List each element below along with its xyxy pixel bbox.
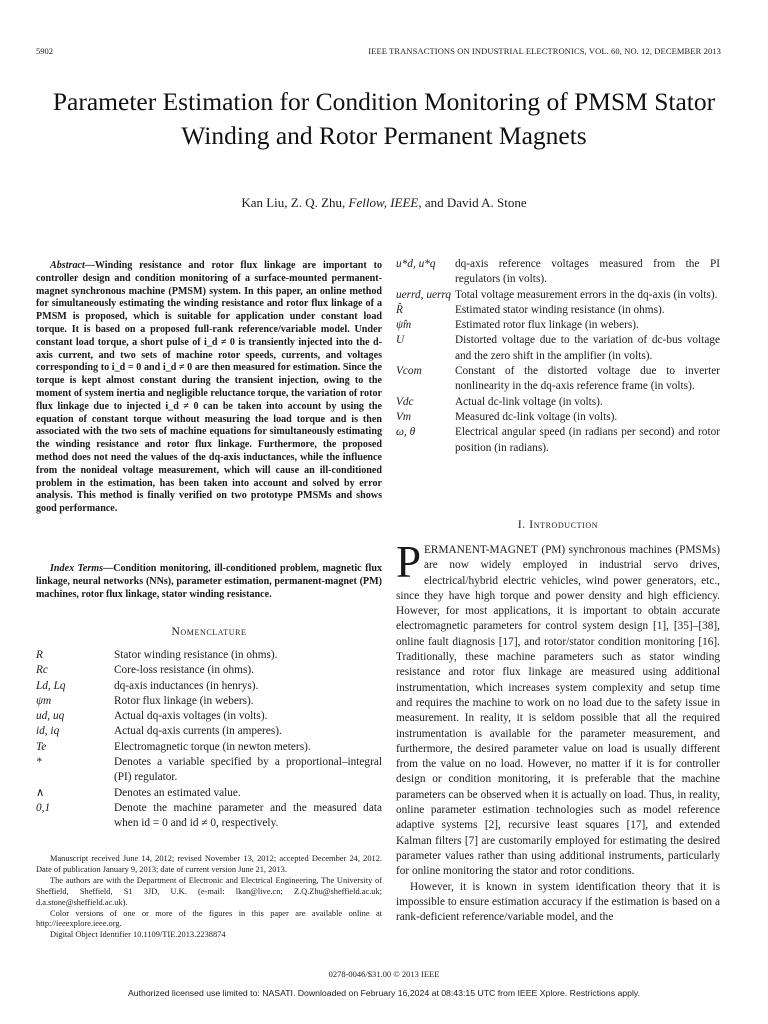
nomenclature-definition: Denotes an estimated value. bbox=[114, 786, 241, 799]
abstract-text: —Winding resistance and rotor flux linkage are important to controller design and condition monitoring of a surface-mounted permanent-magnet synchronous machine (PMSM) system. In this paper, an online method for simultaneously estimating the winding resistance and rotor flux linkage of a PMSM is proposed, which is suitable for application under constant load torque. It is based on a proposed full-rank reference/variable model. Under constant load torque, a short pulse of i_d ≠ 0 is transiently injected into the d-axis current, and two sets of machine rotor speeds, currents, and voltages corresponding to i_d = 0 and i_d ≠ 0 are then measured for estimation. Since the torque is kept almost constant during the transient injection, owing to the moment of system inertia and negligible reluctance torque, the variation of rotor flux linkage due to injected i_d ≠ 0 can be taken into account by using the equation of constant torque without measuring the load torque and is then associated with the two sets of machine equations for simultaneously estimating the winding resistance and rotor flux linkage. Furthermore, the proposed method does not need the values of the dq-axis inductances, while the influence from the nonideal voltage measurement, which will cause an ill-conditioned problem in the estimation, has been taken into account and solved by error analysis. This method is finally verified on two prototype PMSMs and shows good performance. bbox=[36, 260, 382, 515]
nomenclature-list-right bbox=[396, 257, 720, 456]
nomenclature-definition: Actual dq-axis voltages (in volts). bbox=[114, 710, 268, 723]
license-notice: Authorized licensed use limited to: NASATI. Downloaded on February 16,2024 at 08:43:15 UTC from IEEE Xplore. Restrictions apply. bbox=[127, 988, 640, 998]
nomenclature-row bbox=[396, 425, 720, 456]
nomenclature-row bbox=[36, 663, 382, 678]
nomenclature-symbol: Ld, Lq bbox=[36, 679, 66, 692]
nomenclature-symbol: id, iq bbox=[36, 725, 60, 738]
author-line bbox=[0, 195, 768, 211]
nomenclature-symbol: u*d, u*q bbox=[396, 258, 436, 270]
nomenclature-row bbox=[36, 648, 382, 663]
nomenclature-row bbox=[36, 740, 382, 755]
nomenclature-symbol: ψm bbox=[36, 694, 52, 707]
nomenclature-definition: Distorted voltage due to the variation of dc-bus voltage and the zero shift in the amplifier (in volts). bbox=[455, 334, 720, 362]
nomenclature-row bbox=[396, 410, 720, 425]
authors-main: Kan Liu, Z. Q. Zhu, bbox=[241, 195, 349, 210]
nomenclature-symbol: Vdc bbox=[396, 395, 414, 408]
nomenclature-definition: Electrical angular speed (in radians per second) and rotor position (in radians). bbox=[455, 426, 720, 454]
nomenclature-definition: Denotes a variable specified by a proportional–integral (PI) regulator. bbox=[114, 756, 382, 784]
nomenclature-row bbox=[396, 257, 720, 288]
nomenclature-symbol: * bbox=[36, 756, 42, 769]
nomenclature-row bbox=[36, 801, 382, 832]
footnote-received: Manuscript received June 14, 2012; revised November 13, 2012; accepted December 24, 2012. Date of publication January 9, 2013; date of current version June 21, 2013. bbox=[36, 854, 382, 874]
introduction-heading bbox=[396, 519, 720, 531]
nomenclature-definition: Constant of the distorted voltage due to inverter nonlinearity in the dq-axis reference frame (in volts). bbox=[455, 365, 720, 393]
nomenclature-definition: Actual dc-link voltage (in volts). bbox=[455, 395, 603, 408]
nomenclature-symbol: U bbox=[396, 334, 405, 347]
nomenclature-definition: Measured dc-link voltage (in volts). bbox=[455, 410, 618, 423]
introduction-paragraph-1 bbox=[396, 537, 720, 880]
authors-tail: , and David A. Stone bbox=[418, 195, 527, 210]
introduction-heading-num: I. bbox=[517, 519, 526, 531]
abstract-lead: Abstract bbox=[50, 260, 85, 271]
nomenclature-definition: dq-axis inductances (in henrys). bbox=[114, 679, 259, 692]
nomenclature-row bbox=[36, 679, 382, 694]
nomenclature-definition: Electromagnetic torque (in newton meters). bbox=[114, 740, 311, 753]
nomenclature-symbol: R bbox=[36, 649, 43, 661]
nomenclature-symbol: ψ̂m bbox=[396, 319, 412, 332]
nomenclature-row bbox=[396, 288, 720, 303]
nomenclature-definition: Core-loss resistance (in ohms). bbox=[114, 664, 254, 677]
index-terms-lead: Index Terms bbox=[50, 563, 104, 574]
nomenclature-symbol: Vm bbox=[396, 410, 412, 423]
introduction-body bbox=[396, 537, 720, 925]
nomenclature-definition: Rotor flux linkage (in webers). bbox=[114, 694, 254, 707]
copyright-line: 0278-0046/$31.00 © 2013 IEEE bbox=[328, 969, 440, 979]
intro-lead-caps: ERMANENT-MAGNET bbox=[424, 544, 538, 556]
intro-p1-text: (PM) synchronous machines (PMSMs) are now widely employed in industrial servo drives, electrical/hybrid electric vehicles, wind power generators, etc., since they have high torque and power density and high efficiency. However, for most applications, it is important to obtain accurate electromagnetic parameters for control system design [1], [35]–[38], online fault diagnosis [17], and rotor/stator condition monitoring [16]. Traditionally, these machine parameters such as stator winding resistance and rotor flux linkage are measured using additional instrumentation, which increases system complexity and setup time and requires the machine to work on no load due to the safety issue in measurement. In reality, it is seldom possible that all the required instrumentation is available for the parameter measurement, and furthermore, the desired parameter value on load is usually different from the value on no load. However, no matter if it is for controller design or condition monitoring, it is preferable that the machine parameters can be observed when it is actually on load. Thus, in reality, online parameter estimation technologies such as model reference adaptive systems [2], recursive least squares [17], and extended Kalman filters [7] are customarily employed for estimating the desired parameter values rather than using additional instruments, particularly for online monitoring the stator and rotor conditions. bbox=[396, 544, 720, 878]
nomenclature-list-left bbox=[36, 648, 382, 832]
nomenclature-definition: Estimated stator winding resistance (in ohms). bbox=[455, 303, 665, 316]
nomenclature-row bbox=[36, 786, 382, 801]
page-number: 5902 bbox=[36, 46, 53, 56]
footnote-affiliation: The authors are with the Department of Electronic and Electrical Engineering, The University of Sheffield, Sheffield, S1 3JD, U.K. (e-mail: lkan@live.cn; Z.Q.Zhu@sheffield.ac.uk; d.a.stone@sheffield.ac.uk). bbox=[36, 875, 382, 907]
nomenclature-row bbox=[396, 395, 720, 410]
paper-title: Parameter Estimation for Condition Monitoring of PMSM Stator Winding and Rotor Permanent Magnets bbox=[52, 87, 716, 150]
nomenclature-symbol: 0,1 bbox=[36, 801, 51, 814]
nomenclature-row bbox=[396, 318, 720, 333]
nomenclature-definition: Total voltage measurement errors in the dq-axis (in volts). bbox=[455, 288, 718, 301]
nomenclature-symbol: ∧ bbox=[36, 786, 45, 799]
introduction-paragraph-2: However, it is known in system identification theory that it is impossible to ensure estimation accuracy if the estimation is based on a rank-deficient reference/variable model, and the bbox=[396, 880, 720, 924]
nomenclature-definition: Actual dq-axis currents (in amperes). bbox=[114, 725, 282, 738]
index-terms-text: —Condition monitoring, ill-conditioned problem, magnetic flux linkage, neural networks (NNs), parameter estimation, permanent-magnet (PM) machines, rotor flux linkage, stator winding resistance. bbox=[36, 563, 382, 600]
footnotes bbox=[36, 854, 382, 941]
authors-fellow: Fellow, IEEE bbox=[348, 195, 419, 210]
abstract bbox=[36, 260, 382, 516]
nomenclature-row bbox=[396, 364, 720, 395]
nomenclature-definition: dq-axis reference voltages measured from the PI regulators (in volts). bbox=[455, 258, 720, 286]
nomenclature-symbol: R̂ bbox=[396, 303, 403, 316]
introduction-heading-text: Introduction bbox=[529, 519, 599, 531]
nomenclature-definition: Estimated rotor flux linkage (in webers). bbox=[455, 319, 639, 332]
drop-cap: P bbox=[396, 537, 422, 587]
nomenclature-row bbox=[36, 709, 382, 724]
nomenclature-row bbox=[396, 333, 720, 364]
nomenclature-heading: Nomenclature bbox=[171, 626, 247, 638]
nomenclature-row bbox=[36, 724, 382, 739]
footnote-doi: Digital Object Identifier 10.1109/TIE.2013.2238874 bbox=[50, 930, 226, 940]
nomenclature-symbol: Te bbox=[36, 740, 47, 753]
nomenclature-row bbox=[36, 694, 382, 709]
nomenclature-row bbox=[396, 303, 720, 318]
journal-header: IEEE TRANSACTIONS ON INDUSTRIAL ELECTRONICS, VOL. 60, NO. 12, DECEMBER 2013 bbox=[368, 46, 721, 56]
nomenclature-symbol: Rc bbox=[36, 664, 48, 677]
nomenclature-symbol: Vcom bbox=[396, 365, 422, 378]
nomenclature-symbol: uerrd, uerrq bbox=[396, 288, 452, 301]
index-terms bbox=[36, 563, 382, 601]
nomenclature-row bbox=[36, 755, 382, 786]
footnote-color: Color versions of one or more of the figures in this paper are available online at http://ieeexplore.ieee.org. bbox=[36, 908, 382, 929]
nomenclature-symbol: ω, θ bbox=[396, 426, 416, 439]
nomenclature-symbol: ud, uq bbox=[36, 710, 65, 723]
nomenclature-definition: Denote the machine parameter and the measured data when id = 0 and id ≠ 0, respectively. bbox=[114, 801, 382, 830]
nomenclature-definition: Stator winding resistance (in ohms). bbox=[114, 649, 278, 661]
